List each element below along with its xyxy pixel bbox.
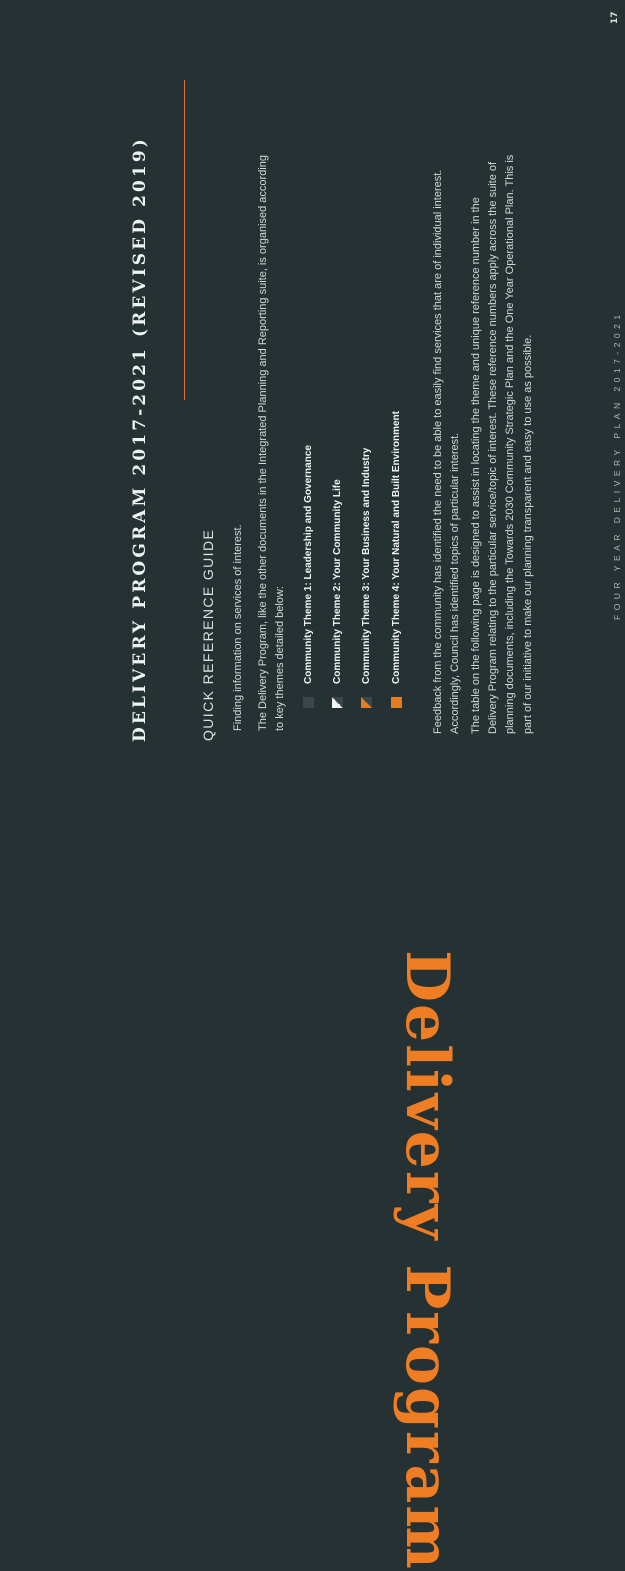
paragraph-line: planning documents, including the Towards 2030 Community Strategic Plan and the One Year Operational Plan. This is [504,154,517,734]
page-title: DELIVERY PROGRAM 2017-2021 (REVISED 2019) [130,136,150,742]
paragraph-line: Delivery Program relating to the particular service/topic of interest. These reference numbers apply across the suite of [487,161,500,734]
theme-1-swatch-icon [303,697,314,708]
paragraph-line: Accordingly, Council has identified topics of particular interest. [449,432,461,734]
theme-1-label: Community Theme 1: Leadership and Governance [303,445,314,684]
theme-3-label: Community Theme 3: Your Business and Industry [361,447,372,684]
reference-table-paragraph [468,155,537,734]
theme-item-3 [361,448,372,708]
watermark-heading: Delivery Program [392,950,462,1571]
theme-4-label: Community Theme 4: Your Natural and Built Environment [391,411,402,684]
feedback-paragraph [430,170,464,734]
theme-3-swatch-icon [361,697,372,708]
theme-4-swatch-icon [391,697,402,708]
title-divider [184,80,185,400]
paragraph-line: Feedback from the community has identified the need to be able to easily find services that are of individual interest. [432,169,444,734]
footer-running-title: FOUR YEAR DELIVERY PLAN 2017-2021 [612,310,622,620]
theme-item-1 [303,445,314,708]
paragraph-line: to key themes detailed below: [273,586,286,731]
section-heading: QUICK REFERENCE GUIDE [200,528,216,741]
theme-2-label: Community Theme 2: Your Community Life [332,479,343,684]
theme-2-swatch-icon [332,697,343,708]
theme-item-4 [391,411,402,708]
page-number: 17 [610,11,620,24]
paragraph-line: part of our initiative to make our planning transparent and easy to use as possible. [521,334,534,734]
theme-item-2 [332,479,343,708]
paragraph-line: The table on the following page is designed to assist in locating the theme and unique reference number in the [470,197,482,734]
themes-paragraph [255,155,288,731]
intro-line: Finding information on services of interest. [232,524,244,731]
paragraph-line: The Delivery Program, like the other documents in the Integrated Planning and Reporting suite, is organised according [257,155,269,731]
